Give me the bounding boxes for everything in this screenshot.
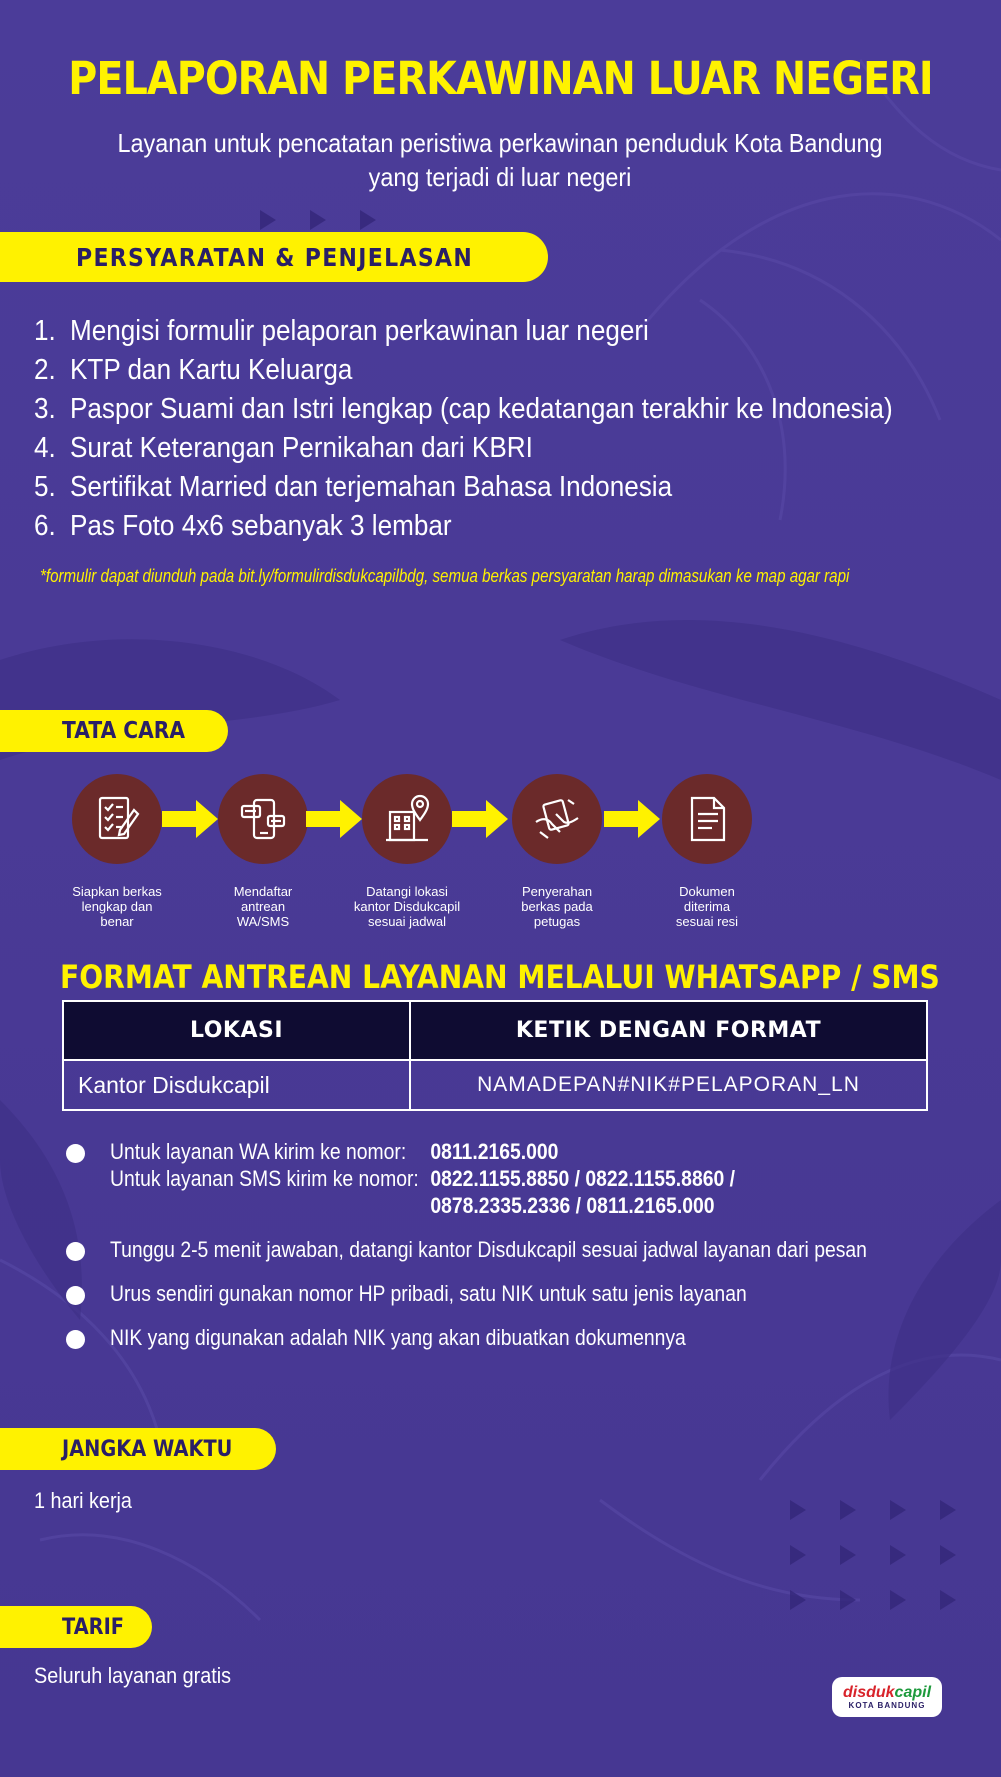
handover-icon	[512, 774, 602, 864]
disdukcapil-logo: disdukcapil KOTA BANDUNG	[832, 1677, 942, 1717]
instructions-list	[64, 1138, 994, 1351]
list-item: 2. KTP dan Kartu Keluarga	[34, 354, 353, 386]
document-icon	[662, 774, 752, 864]
procedure-steps	[0, 774, 1001, 934]
column-header-format: KETIK DENGAN FORMAT	[410, 1001, 927, 1060]
list-item: 1. Mengisi formulir pelaporan perkawinan luar negeri	[34, 315, 649, 347]
list-item: 5. Sertifikat Married dan terjemahan Bahasa Indonesia	[34, 471, 673, 503]
cell-format: NAMADEPAN#NIK#PELAPORAN_LN	[410, 1060, 927, 1110]
bullet-dot-icon	[66, 1330, 85, 1349]
list-item	[64, 1138, 994, 1218]
procedure-heading: TATA CARA	[0, 710, 228, 752]
list-item: NIK yang digunakan adalah NIK yang akan dibuatkan dokumennya	[64, 1324, 994, 1351]
sms-numbers-2: 0878.2335.2336 / 0811.2165.000	[430, 1193, 715, 1218]
arrow-right-icon	[452, 798, 508, 840]
building-location-icon	[362, 774, 452, 864]
arrow-right-icon	[306, 798, 362, 840]
subtitle-line-1: Layanan untuk pencatatan peristiwa perkawinan penduduk Kota Bandung	[117, 128, 883, 158]
step-label: Siapkan berkas lengkap dan benar	[72, 884, 162, 929]
table-header-row	[63, 1001, 927, 1060]
step-label: Datangi lokasi kantor Disdukcapil sesuai jadwal	[353, 884, 461, 929]
requirements-heading: PERSYARATAN & PENJELASAN	[0, 232, 548, 282]
fee-heading: TARIF	[0, 1606, 152, 1648]
timeframe-value: 1 hari kerja	[34, 1488, 132, 1513]
bullet-dot-icon	[66, 1286, 85, 1305]
whatsapp-format-heading: FORMAT ANTREAN LAYANAN MELALUI WHATSAPP / SMS	[60, 958, 940, 996]
list-item: Urus sendiri gunakan nomor HP pribadi, satu NIK untuk satu jenis layanan	[64, 1280, 994, 1307]
bullet-dot-icon	[66, 1242, 85, 1261]
list-item: Tunggu 2-5 menit jawaban, datangi kantor Disdukcapil sesuai jadwal layanan dari pesan	[64, 1236, 994, 1263]
column-header-location: LOKASI	[63, 1001, 410, 1060]
phone-chat-icon	[218, 774, 308, 864]
arrow-right-icon	[162, 798, 218, 840]
step-label: Penyerahan berkas pada petugas	[521, 884, 593, 929]
list-item: 3. Paspor Suami dan Istri lengkap (cap kedatangan terakhir ke Indonesia)	[34, 393, 893, 425]
sms-numbers-1: 0822.1155.8850 / 0822.1155.8860 /	[430, 1166, 736, 1191]
requirements-note: *formulir dapat diunduh pada bit.ly/formulirdisdukcapilbdg, semua berkas persyaratan harap dimasukan ke map agar rapi	[40, 566, 850, 586]
requirements-list	[34, 312, 984, 546]
cell-location: Kantor Disdukcapil	[63, 1060, 410, 1110]
subtitle-line-2: yang terjadi di luar negeri	[368, 162, 632, 192]
list-item: 4. Surat Keterangan Pernikahan dari KBRI	[34, 432, 533, 464]
arrow-right-icon	[604, 798, 660, 840]
format-table	[62, 1000, 928, 1111]
fee-value: Seluruh layanan gratis	[34, 1663, 232, 1688]
list-item: 6. Pas Foto 4x6 sebanyak 3 lembar	[34, 510, 452, 542]
step-label: Dokumen diterima sesuai resi	[675, 884, 739, 929]
checklist-icon	[72, 774, 162, 864]
wa-number: 0811.2165.000	[430, 1139, 559, 1164]
table-row	[63, 1060, 927, 1110]
timeframe-heading: JANGKA WAKTU	[0, 1428, 276, 1470]
page-subtitle	[86, 126, 914, 194]
wa-label: Untuk layanan WA kirim ke nomor:	[110, 1139, 407, 1164]
page-title: PELAPORAN PERKAWINAN LUAR NEGERI	[68, 52, 933, 105]
sms-label: Untuk layanan SMS kirim ke nomor:	[110, 1166, 419, 1191]
bullet-dot-icon	[66, 1144, 85, 1163]
step-label: Mendaftar antrean WA/SMS	[233, 884, 293, 929]
